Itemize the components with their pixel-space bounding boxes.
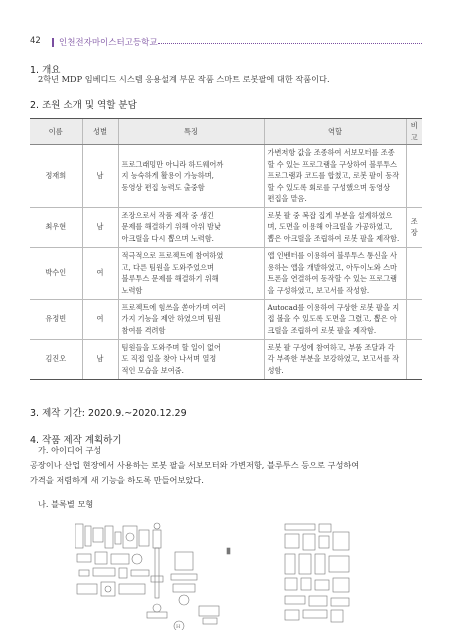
member-trait bbox=[118, 299, 264, 339]
member-name: 박수인 bbox=[30, 247, 82, 299]
member-trait-line: 아크릴을 다시 뽑으며 노력함. bbox=[121, 233, 214, 243]
member-gender: 남 bbox=[82, 207, 118, 247]
member-role bbox=[264, 299, 406, 339]
member-role-line: 할 수 있는 프로그램을 구상하여 블루투스 bbox=[267, 159, 397, 169]
member-role-line: Autocad를 이용하여 구상한 로봇 팔을 지 bbox=[267, 302, 400, 312]
col-gender: 성별 bbox=[82, 119, 118, 145]
col-trait: 특징 bbox=[118, 119, 264, 145]
member-row bbox=[30, 247, 422, 299]
page-number: 42 bbox=[30, 36, 41, 46]
member-role-line: 며, 도면을 이용해 아크릴을 가공하였고, bbox=[267, 222, 393, 232]
member-role-line: 을 구성하였고, 보고서를 작성함. bbox=[267, 285, 370, 295]
member-role-line: 프로그램과 코드를 합쳤고, 로봇 팔이 동작 bbox=[267, 171, 400, 180]
member-trait-line: 고, 다른 팀원을 도와주었으며 bbox=[121, 262, 214, 272]
member-row bbox=[30, 339, 422, 379]
member-role-line: 접 볼을 수 있도록 도면을 그렸고, 뽑은 아 bbox=[267, 314, 397, 324]
member-note: 조장 bbox=[406, 207, 422, 247]
section-3-title: 3. 제작 기간: 2020.9.~2020.12.29 bbox=[30, 408, 187, 419]
member-table-header bbox=[30, 119, 422, 145]
member-role-line: 각 부족한 부분을 보강하였고, 보고서를 작 bbox=[267, 354, 400, 364]
col-name: 이름 bbox=[30, 119, 82, 145]
block-model-subtitle: 나. 블록별 모형 bbox=[38, 499, 94, 509]
section-4-title: 4. 작품 제작 계획하기 bbox=[30, 435, 122, 446]
member-trait-line: 프로젝트에 힘쓰을 쏟아가며 여러 bbox=[121, 302, 226, 312]
member-trait-line: 프로그래밍만 아니라 하드웨어까 bbox=[121, 159, 224, 169]
member-role-line: 성함. bbox=[267, 365, 284, 375]
member-trait-line: 도 직접 일을 찾아 나서며 열정 bbox=[121, 354, 217, 364]
idea-subtitle: 가. 아이디어 구성 bbox=[38, 445, 102, 455]
block-model-drawing bbox=[75, 522, 405, 630]
header-divider bbox=[52, 38, 54, 47]
member-trait-line: 참여를 격려함 bbox=[121, 325, 166, 335]
member-trait-line: 적인 모습을 보여줌. bbox=[121, 365, 184, 375]
member-role bbox=[264, 247, 406, 299]
section-2-title: 2. 조원 소개 및 역할 분담 bbox=[30, 100, 137, 111]
member-gender: 여 bbox=[82, 299, 118, 339]
member-role bbox=[264, 207, 406, 247]
member-name: 유정빈 bbox=[30, 299, 82, 339]
member-role-line: 편집을 맡음. bbox=[267, 194, 307, 203]
member-role bbox=[264, 145, 406, 208]
member-note bbox=[406, 247, 422, 299]
idea-text-line-1: 공장이나 산업 현장에서 사용하는 로봇 팔을 서보모터와 가변저항, 블루투스 등으로 구성하여 bbox=[30, 460, 360, 470]
member-note bbox=[406, 299, 422, 339]
member-trait bbox=[118, 247, 264, 299]
idea-text-line-2: 가격을 저렴하게 새 기능을 하도록 만들어보았다. bbox=[30, 475, 204, 485]
member-gender: 여 bbox=[82, 247, 118, 299]
member-gender: 남 bbox=[82, 339, 118, 379]
member-trait-line: 지 능숙하게 활용이 가능하며, bbox=[121, 171, 214, 180]
member-table bbox=[30, 118, 422, 380]
member-row bbox=[30, 299, 422, 339]
member-trait-line: 가지 기능을 제안 하였으며 팀원 bbox=[121, 314, 221, 324]
member-role-line: 할 수 있도록 회로를 구성했으며 동영상 bbox=[267, 182, 391, 192]
member-role-line: 용하는 앱을 개발하였고, 아두이노와 스마 bbox=[267, 262, 397, 272]
member-role-line: 로봇 팔 구성에 참여하고, 부품 조달과 각 bbox=[267, 342, 395, 352]
member-role-line: 뽑은 아크릴을 조립하여 로봇 팔을 제작함. bbox=[267, 233, 400, 243]
section-1-title: 1. 개요 bbox=[30, 65, 61, 76]
svg-text:H: H bbox=[176, 624, 181, 630]
member-row bbox=[30, 207, 422, 247]
member-trait-line: 적극적으로 프로젝트에 참여하였 bbox=[121, 251, 224, 260]
member-role-line: 앱 인벤터를 이용하여 블루투스 통신을 사 bbox=[267, 251, 397, 260]
member-role-line: 가변저항 값을 조종하여 서보모터를 조종 bbox=[267, 148, 395, 157]
member-trait bbox=[118, 339, 264, 379]
member-trait-line: 노력함 bbox=[121, 285, 143, 295]
member-trait-line: 조장으로서 작품 제작 중 생긴 bbox=[121, 210, 214, 220]
page-header bbox=[30, 36, 422, 50]
member-trait-line: 동영상 편집 능력도 출중함 bbox=[121, 182, 205, 192]
member-note bbox=[406, 145, 422, 208]
member-note bbox=[406, 339, 422, 379]
member-role-line: 트폰을 연결하여 동작할 수 있는 프로그램 bbox=[267, 274, 397, 283]
overview-text: 2학년 MDP 임베디드 시스템 응용설계 부문 작품 스마트 로봇팔에 대한 작품이다. bbox=[38, 74, 330, 84]
member-name: 정재희 bbox=[30, 145, 82, 208]
member-trait bbox=[118, 207, 264, 247]
school-name: 인천전자마이스터고등학교 bbox=[59, 38, 158, 48]
member-name: 최우현 bbox=[30, 207, 82, 247]
member-trait-line: 문제를 해결하기 위해 아위 밤낮 bbox=[121, 222, 221, 232]
member-gender: 남 bbox=[82, 145, 118, 208]
header-dotted-rule bbox=[158, 43, 422, 44]
member-row bbox=[30, 145, 422, 208]
member-role bbox=[264, 339, 406, 379]
col-role: 역할 bbox=[264, 119, 406, 145]
member-role-line: 로봇 팔 중 복잡 집게 부분을 설계하였으 bbox=[267, 210, 393, 220]
member-trait bbox=[118, 145, 264, 208]
col-note: 비고 bbox=[406, 119, 422, 145]
member-name: 김진오 bbox=[30, 339, 82, 379]
member-role-line: 크릴을 조립하여 로봇 팔을 제작함. bbox=[267, 325, 377, 335]
member-trait-line: 블루투스 문제를 해결하기 위해 bbox=[121, 274, 219, 283]
member-trait-line: 팀원들을 도와주며 할 일이 없어 bbox=[121, 342, 221, 352]
